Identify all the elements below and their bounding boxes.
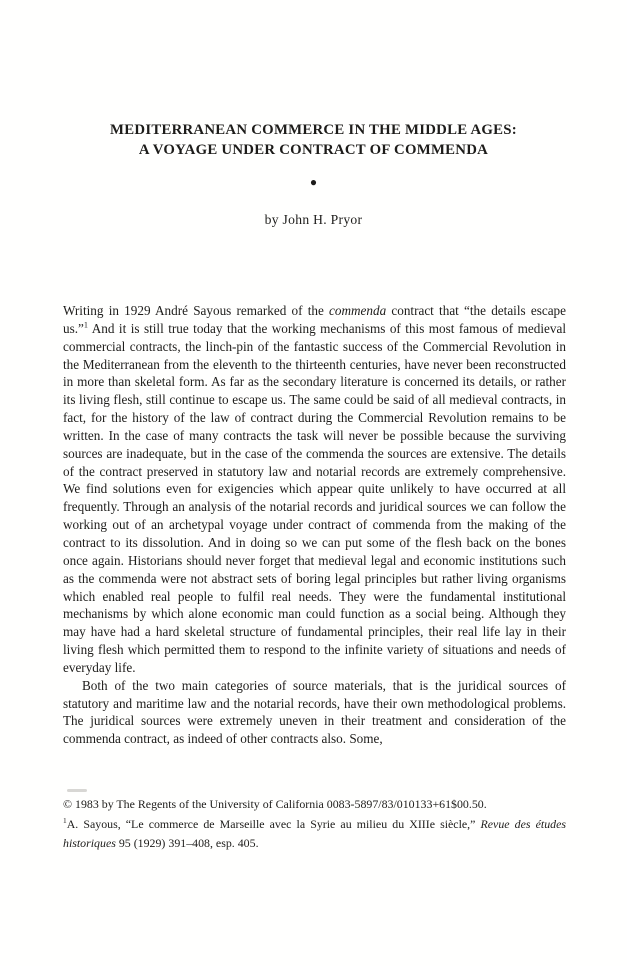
article-body [63,302,566,748]
body-paragraph-1: Writing in 1929 André Sayous remarked of the commenda contract that “the details escape us.”$^1$ And it is still true today that the working mechanisms of this most famous of medieval commercial contracts, the linch-pin of the fantastic success of the Commercial Revolution in the Mediterranean from the eleventh to the thirteenth centuries, have never been reconstructed in more than skeletal form. As far as the secondary literature is concerned its details, or rather its living flesh, still continue to escape us. The same could be said of all medieval contracts, in fact, for the history of the law of contract during the Commercial Revolution remains to be written. In the case of many contracts the task will never be possible because the surviving sources are inadequate, but in the case of the commenda the sources are extensive. The details of the contract preserved in statutory law and notarial records are extremely comprehensive. We find solutions even for exigencies which appear quite unlikely to have occurred at all frequently. Through an analysis of the notarial records and juridical sources we can follow the working out of an archetypal voyage under contract of commenda from the making of the contract to its dissolution. And in doing so we can put some of the flesh back on the bones once again. Historians should never forget that medieval legal and economic institutions such as the commenda were not abstract sets of boring legal principles but rather living organisms which enabled real people to fulfil real needs. They were the fundamental institutional mechanisms by which alone economic man could function as a social being. Although they may have had a hard skeletal structure of fundamental principles, their real life lay in their living flesh which permitted them to respond to the infinite variety of situations and needs of everyday life. [63,303,566,675]
article-title-line2: A VOYAGE UNDER CONTRACT OF COMMENDA [138,141,489,158]
body-paragraph-2: Both of the two main categories of source materials, that is the juridical sources of statutory and maritime law and the notarial records, have their own methodological problems. The juridical sources were extremely uneven in their treatment and consideration of the commenda contract, as indeed of other contracts also. Some, [63,677,566,747]
footnote-1: $^1$A. Sayous, “Le commerce de Marseille avec la Syrie au milieu du XIIIe siècle,” Revue des études historiques 95 (1929) 391–408, esp. 405. [63,815,566,850]
article-title [62,121,565,160]
article-title-line1: MEDITERRANEAN COMMERCE IN THE MIDDLE AGES: [110,122,517,138]
scan-smudge-mark [67,789,87,792]
copyright-line: © 1983 by The Regents of the University of California 0083-5897/83/010133+61$00.50. [63,797,487,811]
separator-bullet-icon: ● [309,175,318,189]
author-byline: by John H. Pryor [264,212,363,227]
footnote-block [63,795,566,854]
